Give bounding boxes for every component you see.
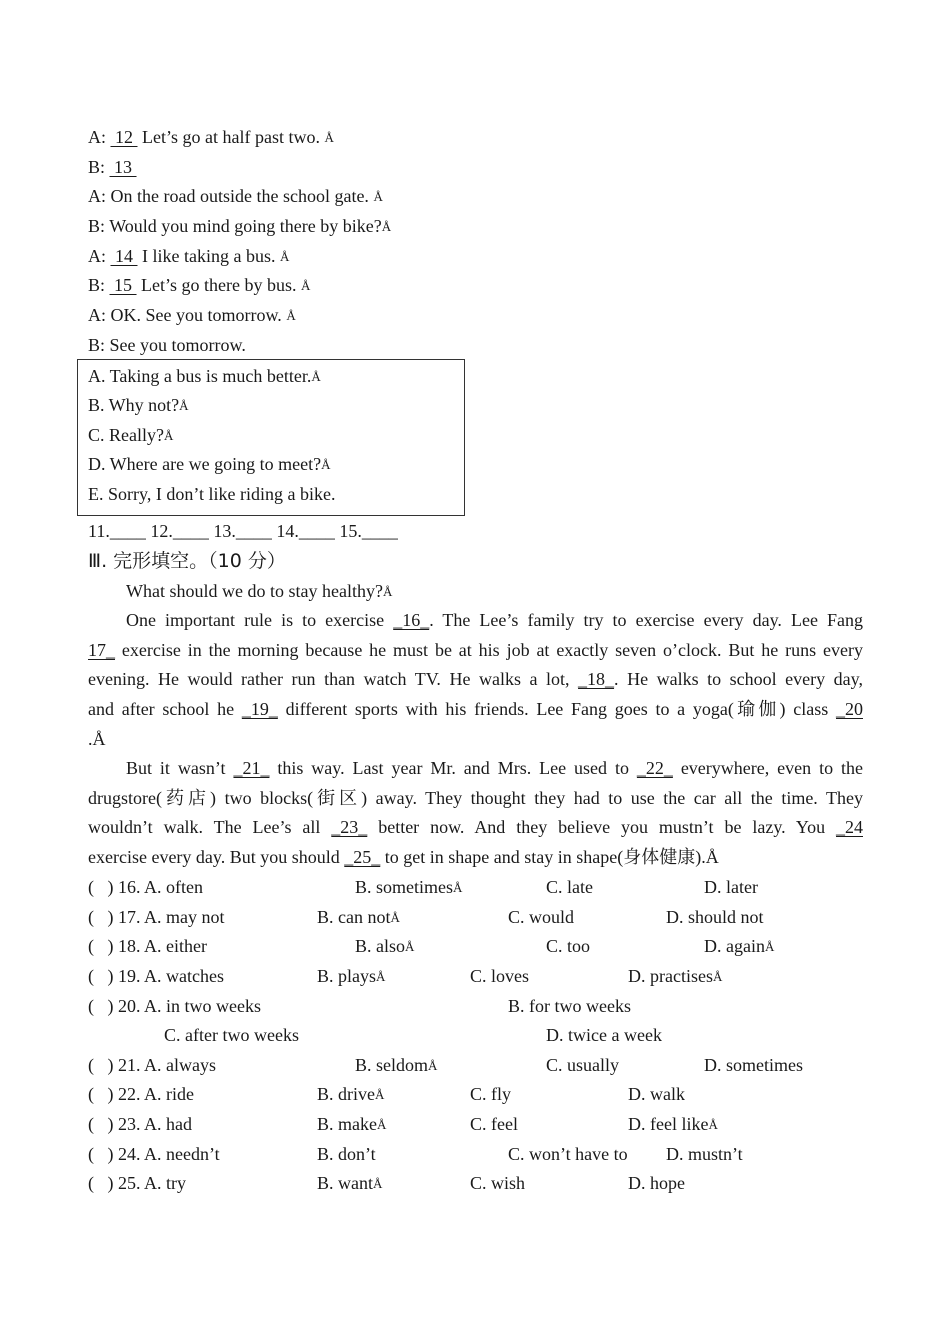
choice-text: C. Really? (88, 425, 164, 445)
option-b[interactable] (317, 1083, 384, 1106)
option-d[interactable]: D. twice a week (546, 1025, 662, 1045)
option-b[interactable] (355, 1054, 437, 1077)
speaker-label: A: (88, 246, 106, 266)
format-mark-icon: Å (382, 584, 393, 599)
format-mark-icon: Å (286, 308, 296, 323)
dialogue-text: Let’s go there by bus. (136, 275, 301, 295)
dialogue-text: On the road outside the school gate. (106, 186, 374, 206)
choice-text: D. Where are we going to meet? (88, 454, 322, 474)
blank-22[interactable]: _22_ (636, 758, 673, 778)
speaker-label: B: (88, 216, 106, 236)
option-b[interactable] (317, 1172, 382, 1195)
passage-text: different sports with his friends. Lee Fang goes to a yoga(瑜伽) class (277, 699, 836, 719)
passage-text: and after school he (88, 699, 242, 719)
passage-line (88, 639, 863, 661)
option-c[interactable]: C. usually (546, 1055, 620, 1075)
option-d[interactable] (628, 965, 722, 988)
dialogue-text: OK. See you tomorrow. (106, 305, 287, 325)
format-mark-icon: Å (311, 369, 321, 384)
blank-17[interactable]: 17_ (88, 640, 115, 660)
option-c[interactable]: C. feel (470, 1114, 518, 1134)
dialogue-text: Would you mind going there by bike? (105, 216, 382, 236)
option-d[interactable]: D. walk (628, 1084, 685, 1104)
format-mark-icon: Å (375, 1087, 385, 1102)
blank-20[interactable]: _20 (836, 699, 863, 719)
option-text: D. practises (628, 966, 713, 986)
option-text: D. feel like (628, 1114, 709, 1134)
option-c[interactable]: C. too (546, 936, 591, 956)
option-text: B. can not (317, 907, 391, 927)
format-mark-icon: Å (377, 1117, 387, 1132)
passage-text: drugstore(药店) two blocks(街区) away. They thought they had to use the car all the time. They (88, 788, 863, 808)
option-b[interactable] (317, 906, 400, 929)
blank-19[interactable]: _19_ (241, 699, 278, 719)
question-20[interactable]: ( ) 20. A. in two weeks (88, 996, 261, 1016)
choice-text: A. Taking a bus is much better. (88, 366, 312, 386)
blank-16[interactable]: _16_ (393, 610, 430, 630)
format-mark-icon: Å (453, 880, 463, 895)
passage-text: exercise in the morning because he must be at his job at exactly seven o’clock. But he runs every (115, 640, 863, 660)
dialogue-line-6 (88, 274, 310, 297)
option-b[interactable]: B. don’t (317, 1144, 376, 1164)
option-c[interactable]: C. fly (470, 1084, 512, 1104)
format-mark-icon: Å (381, 219, 392, 234)
option-c[interactable]: C. after two weeks (164, 1025, 299, 1045)
paragraph-end: .Å (88, 729, 106, 749)
passage-text: exercise every day. But you should (88, 847, 345, 867)
option-text: B. want (317, 1173, 373, 1193)
option-b[interactable] (317, 965, 385, 988)
option-b[interactable] (317, 1113, 386, 1136)
passage-line (88, 787, 863, 809)
question-18[interactable]: ( ) 18. A. either (88, 936, 207, 956)
format-mark-icon: Å (405, 939, 415, 954)
option-c[interactable]: C. would (508, 907, 575, 927)
format-mark-icon: Å (764, 939, 775, 954)
question-24[interactable]: ( ) 24. A. needn’t (88, 1144, 220, 1164)
choice-text: E. Sorry, I don’t like riding a bike. (88, 484, 336, 504)
blank-14[interactable]: 14 (110, 246, 138, 266)
choice-text: B. Why not? (88, 395, 180, 415)
blank-23[interactable]: _23_ (331, 817, 368, 837)
passage-title (126, 580, 392, 603)
option-text: B. also (355, 936, 406, 956)
speaker-label: A: (88, 186, 106, 206)
passage-line (88, 816, 863, 838)
title-text: What should we do to stay healthy? (126, 581, 383, 601)
blank-25[interactable]: _25_ (344, 847, 381, 867)
dialogue-text: See you tomorrow. (105, 335, 246, 355)
option-c[interactable]: C. loves (470, 966, 530, 986)
choice-b (88, 394, 189, 417)
option-text: D. again (704, 936, 765, 956)
blank-13[interactable]: 13 (109, 157, 137, 177)
answer-line[interactable]: 11.____ 12.____ 13.____ 14.____ 15.____ (88, 521, 398, 541)
format-mark-icon: Å (301, 278, 311, 293)
option-b[interactable] (355, 876, 462, 899)
dialogue-line-3 (88, 185, 383, 208)
format-mark-icon: Å (279, 249, 290, 264)
dialogue-line-5 (88, 245, 289, 268)
dialogue-text: Let’s go at half past two. (137, 127, 325, 147)
option-c[interactable]: C. won’t have to (508, 1144, 628, 1164)
question-25[interactable]: ( ) 25. A. try (88, 1173, 186, 1193)
passage-text: . The Lee’s family try to exercise every day. Lee Fang (429, 610, 863, 630)
question-19[interactable]: ( ) 19. A. watches (88, 966, 224, 986)
format-mark-icon: Å (321, 457, 331, 472)
speaker-label: A: (88, 305, 106, 325)
option-b[interactable] (355, 935, 414, 958)
format-mark-icon: Å (373, 189, 383, 204)
question-21[interactable]: ( ) 21. A. always (88, 1055, 216, 1075)
dialogue-line-4 (88, 215, 391, 238)
speaker-label: A: (88, 127, 106, 147)
passage-text: One important rule is to exercise (126, 610, 394, 630)
passage-text: evening. He would rather run than watch TV. He walks a lot, (88, 669, 579, 689)
passage-text: better now. And they believe you mustn’t be lazy. You (367, 817, 836, 837)
question-17[interactable]: ( ) 17. A. may not (88, 907, 225, 927)
blank-24[interactable]: _24 (836, 817, 863, 837)
option-text: B. seldom (355, 1055, 429, 1075)
format-mark-icon: Å (179, 398, 189, 413)
format-mark-icon: Å (373, 1176, 383, 1191)
question-16[interactable]: ( ) 16. A. often (88, 877, 203, 897)
passage-line (88, 846, 719, 868)
option-d[interactable] (704, 935, 774, 958)
dialogue-line-7 (88, 304, 296, 327)
option-text: B. make (317, 1114, 377, 1134)
section-heading: Ⅲ. 完形填空。（10 分） (88, 550, 286, 572)
passage-text: But it wasn’t (126, 758, 234, 778)
passage-text: everywhere, even to the (672, 758, 864, 778)
passage-text: this way. Last year Mr. and Mrs. Lee used to (269, 758, 637, 778)
dialogue-line-2 (88, 156, 137, 178)
option-text: B. plays (317, 966, 377, 986)
format-mark-icon: Å (708, 1117, 718, 1132)
speaker-label: B: (88, 157, 106, 177)
question-23[interactable]: ( ) 23. A. had (88, 1114, 192, 1134)
speaker-label: B: (88, 335, 106, 355)
passage-line (88, 668, 863, 690)
passage-text: . He walks to school every day, (614, 669, 863, 689)
passage-text: to get in shape and stay in shape(身体健康).Å (380, 847, 719, 867)
choice-e (88, 483, 335, 505)
blank-18[interactable]: _18_ (578, 669, 615, 689)
option-b[interactable]: B. for two weeks (508, 996, 631, 1016)
passage-line (88, 698, 863, 720)
blank-12[interactable]: 12 (110, 127, 138, 147)
dialogue-line-8 (88, 334, 246, 356)
option-d[interactable]: D. should not (666, 907, 764, 927)
passage-text: wouldn’t walk. The Lee’s all (88, 817, 332, 837)
option-d[interactable]: D. later (704, 877, 758, 897)
format-mark-icon: Å (390, 910, 400, 925)
choice-a (88, 365, 321, 388)
speaker-label: B: (88, 275, 106, 295)
dialogue-text: I like taking a bus. (137, 246, 280, 266)
blank-21[interactable]: _21_ (233, 758, 270, 778)
dialogue-line-1 (88, 126, 334, 149)
option-text: B. sometimes (355, 877, 453, 897)
format-mark-icon: Å (376, 969, 386, 984)
format-mark-icon: Å (163, 428, 174, 443)
question-22[interactable]: ( ) 22. A. ride (88, 1084, 194, 1104)
choice-d (88, 453, 330, 476)
blank-15[interactable]: 15 (109, 275, 137, 295)
format-mark-icon: Å (324, 130, 334, 145)
passage-line (126, 757, 863, 779)
option-d[interactable]: D. sometimes (704, 1055, 803, 1075)
option-text: B. drive (317, 1084, 375, 1104)
option-d[interactable]: D. hope (628, 1173, 685, 1193)
option-d[interactable] (628, 1113, 718, 1136)
option-d[interactable]: D. mustn’t (666, 1144, 743, 1164)
format-mark-icon: Å (428, 1058, 438, 1073)
format-mark-icon: Å (712, 969, 723, 984)
choice-c (88, 424, 173, 447)
option-c[interactable]: C. late (546, 877, 593, 897)
passage-line (126, 609, 863, 631)
option-c[interactable]: C. wish (470, 1173, 526, 1193)
